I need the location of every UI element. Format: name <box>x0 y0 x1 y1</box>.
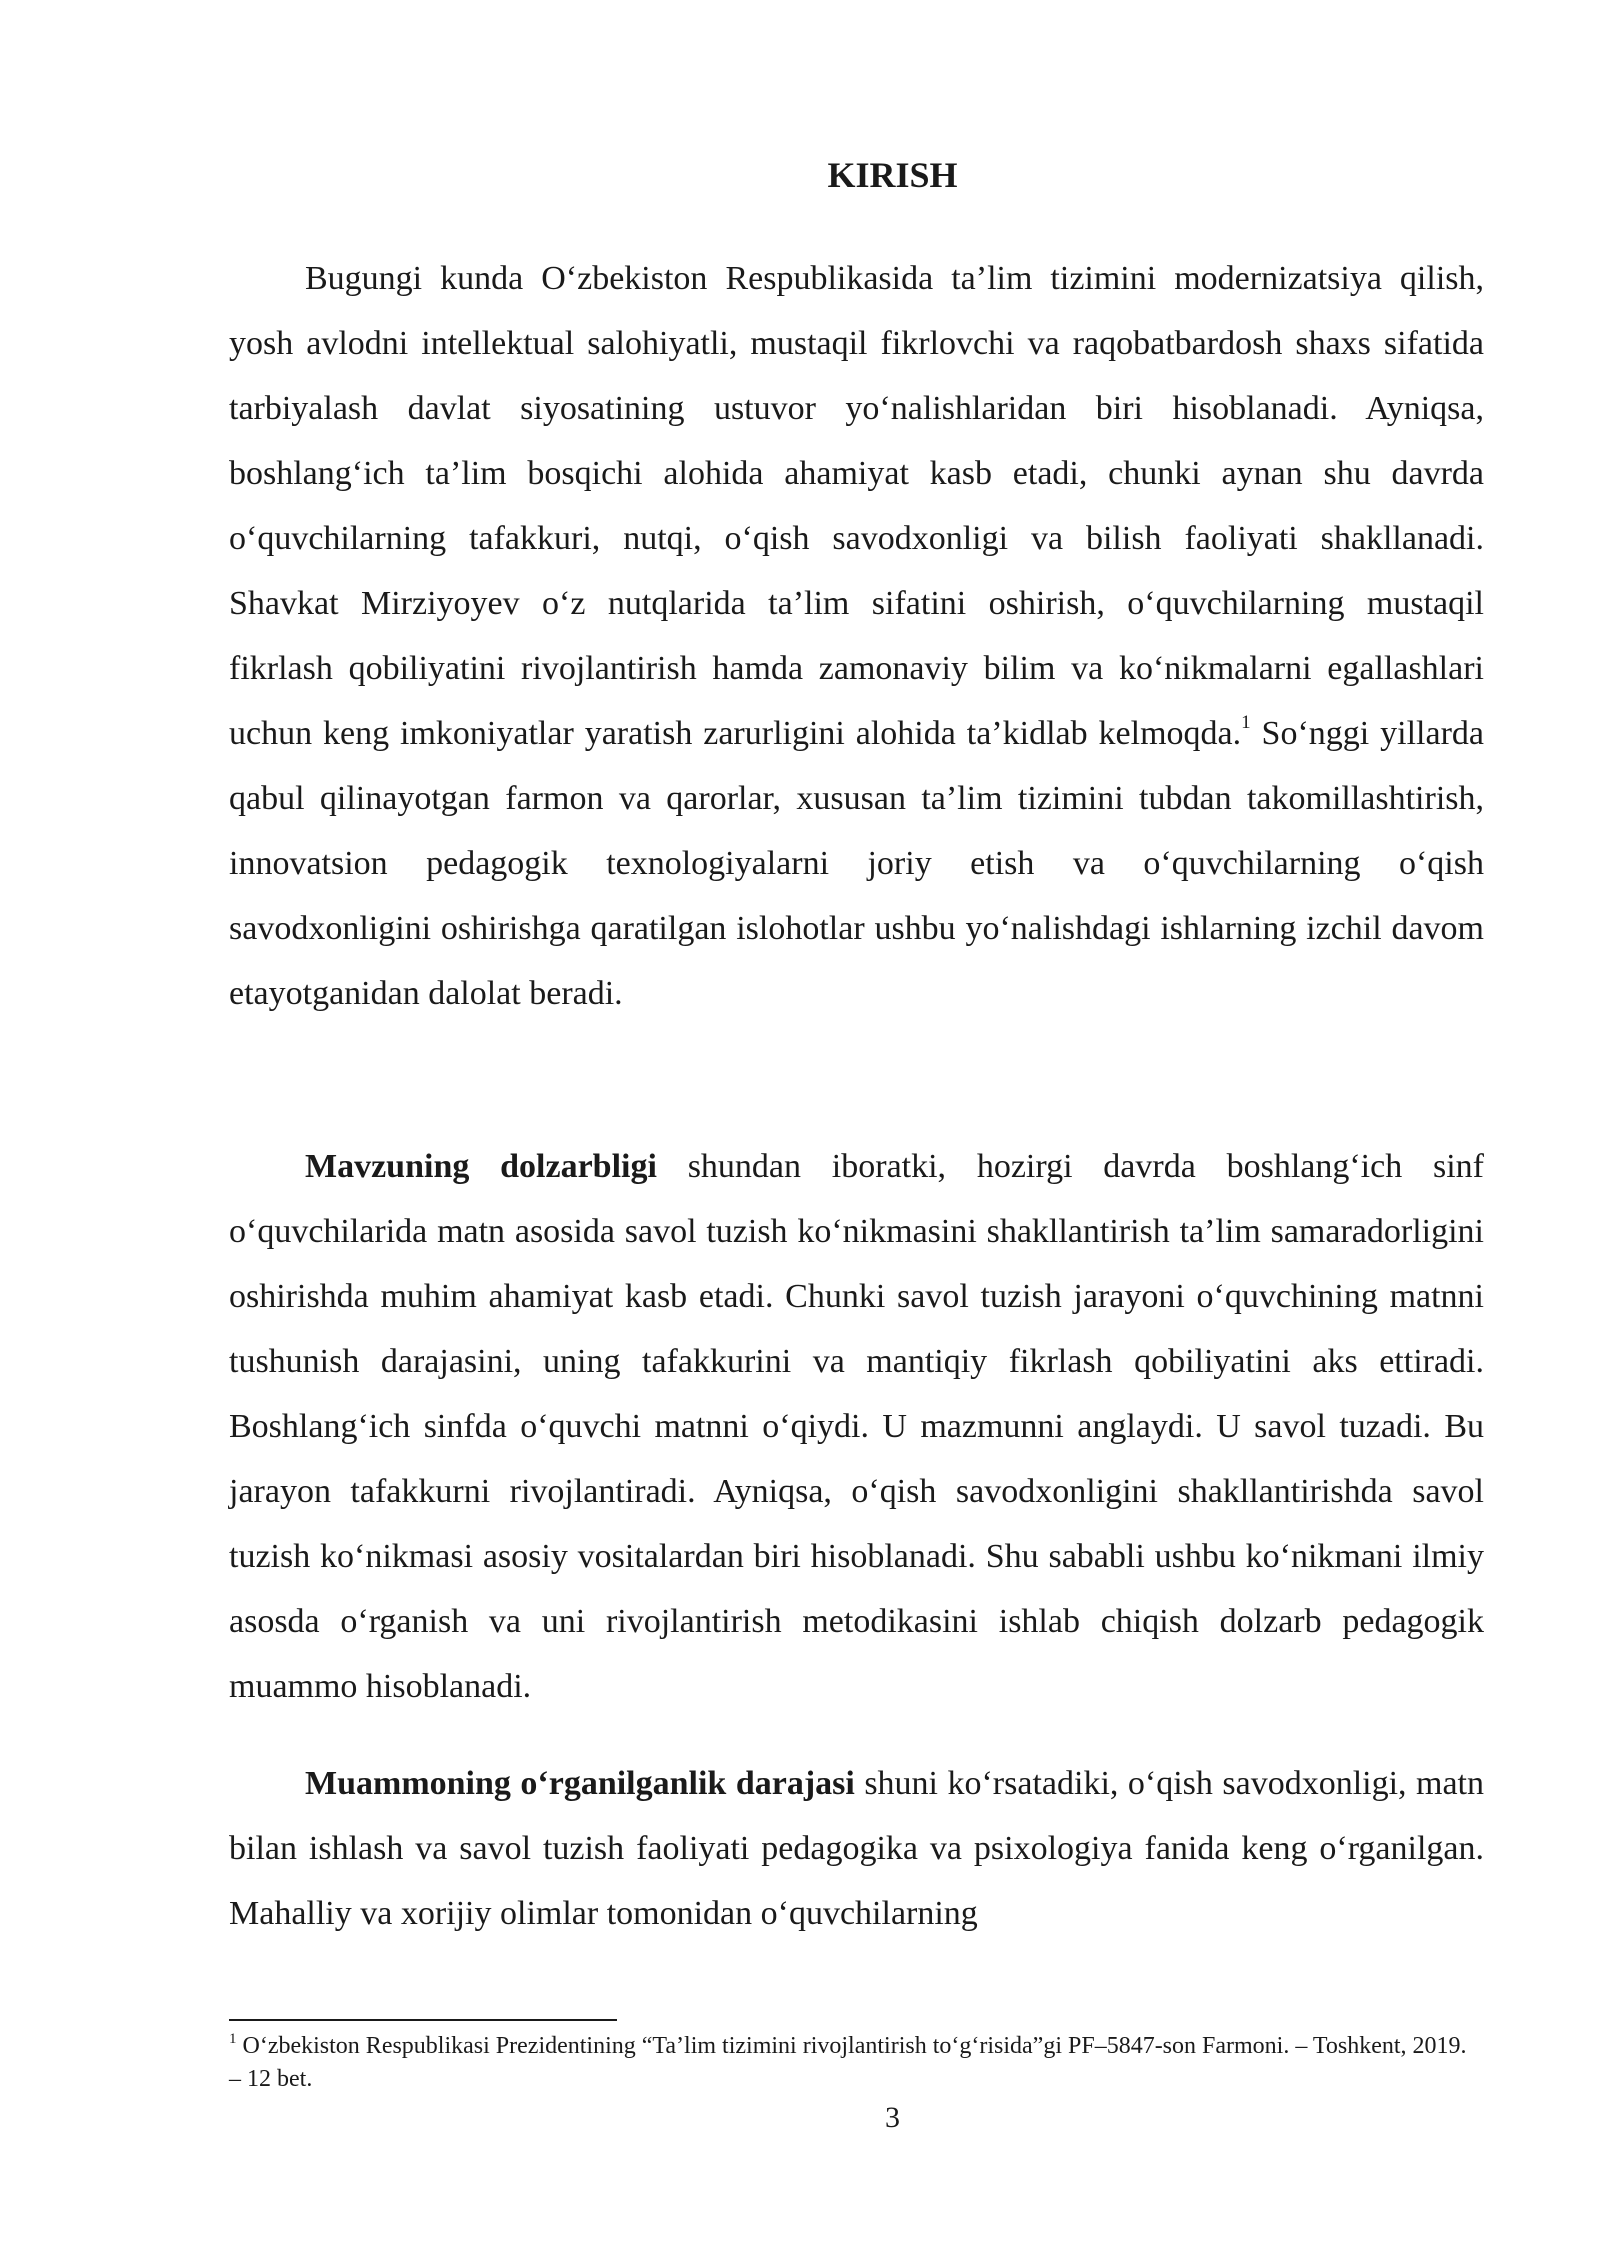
footnote-text: O‘zbekiston Respublikasi Prezidentining “Ta’lim tizimini rivojlantirish to‘g‘risida”gi PF–5847-son Farmoni. – Toshkent, 2019. – 12 bet. <box>229 2033 1467 2092</box>
paragraph-text <box>229 246 1484 1026</box>
footnote <box>229 2030 1484 2096</box>
paragraph-lead-term: Mavzuning dolzarbligi <box>305 1148 657 1185</box>
page-title: KIRISH <box>827 155 958 195</box>
paragraph-text <box>229 1134 1484 1719</box>
paragraph-text <box>229 1751 1484 1946</box>
paragraph-text-part: shuni ko‘rsatadiki, o‘qish savodxonligi, matn bilan ishlash va savol tuzish faoliyati pedagogika va psixologiya fanida keng o‘rganilgan. Mahalliy va xorijiy olimlar tomonidan o‘quvchilarning <box>229 1765 1485 1932</box>
footnote-marker: 1 <box>229 2031 237 2047</box>
paragraph-introduction <box>229 246 1484 1026</box>
paragraph-text-part: Bugungi kunda O‘zbekiston Respublikasida ta’lim tizimini modernizatsiya qilish, yosh avlodni intellektual salohiyatli, mustaqil fikrlovchi va raqobatbardosh shaxs sifatida tarbiyalash davlat siyosatining ustuvor yo‘nalishlaridan biri hisoblanadi. Ayniqsa, boshlang‘ich ta’lim bosqichi alohida ahamiyat kasb etadi, chunki aynan shu davrda o‘quvchilarning tafakkuri, nutqi, o‘qish savodxonligi va bilish faoliyati shakllanadi. Shavkat Mirziyoyev o‘z nutqlarida ta’lim sifatini oshirish, o‘quvchilarning mustaqil fikrlash qobiliyatini rivojlantirish hamda zamonaviy bilim va ko‘nikmalarni egallashlari uchun keng imkoniyatlar yaratish zarurligini alohida ta’kidlab kelmoqda. <box>229 260 1484 752</box>
paragraph-text-part: shundan iboratki, hozirgi davrda boshlang‘ich sinf o‘quvchilarida matn asosida savol tuzish ko‘nikmasini shakllantirish ta’lim samaradorligini oshirishda muhim ahamiyat kasb etadi. Chunki savol tuzish jarayoni o‘quvchining matnni tushunish darajasini, uning tafakkurini va mantiqiy fikrlash qobiliyatini aks ettiradi. Boshlang‘ich sinfda o‘quvchi matnni o‘qiydi. U mazmunni anglaydi. U savol tuzadi. Bu jarayon tafakkurni rivojlantiradi. Ayniqsa, o‘qish savodxonligini shakllantirishda savol tuzish ko‘nikmasi asosiy vositalardan biri hisoblanadi. Shu sababli ushbu ko‘nikmani ilmiy asosda o‘rganish va uni rivojlantirish metodikasini ishlab chiqish dolzarb pedagogik muammo hisoblanadi. <box>229 1148 1484 1705</box>
paragraph-research-level <box>229 1751 1484 1946</box>
footnote-divider <box>229 2019 617 2021</box>
page-number: 3 <box>885 2101 900 2134</box>
paragraph-relevance <box>229 1134 1484 1719</box>
paragraph-text-part: So‘nggi yillarda qabul qilinayotgan farmon va qarorlar, xususan ta’lim tizimini tubdan takomillashtirish, innovatsion pedagogik texnologiyalarni joriy etish va o‘quvchilarning o‘qish savodxonligini oshirishga qaratilgan islohotlar ushbu yo‘nalishdagi ishlarning izchil davom etayotganidan dalolat beradi. <box>229 715 1484 1012</box>
paragraph-lead-term: Muammoning o‘rganilganlik darajasi <box>305 1765 855 1802</box>
footnote-reference: 1 <box>1241 712 1251 733</box>
